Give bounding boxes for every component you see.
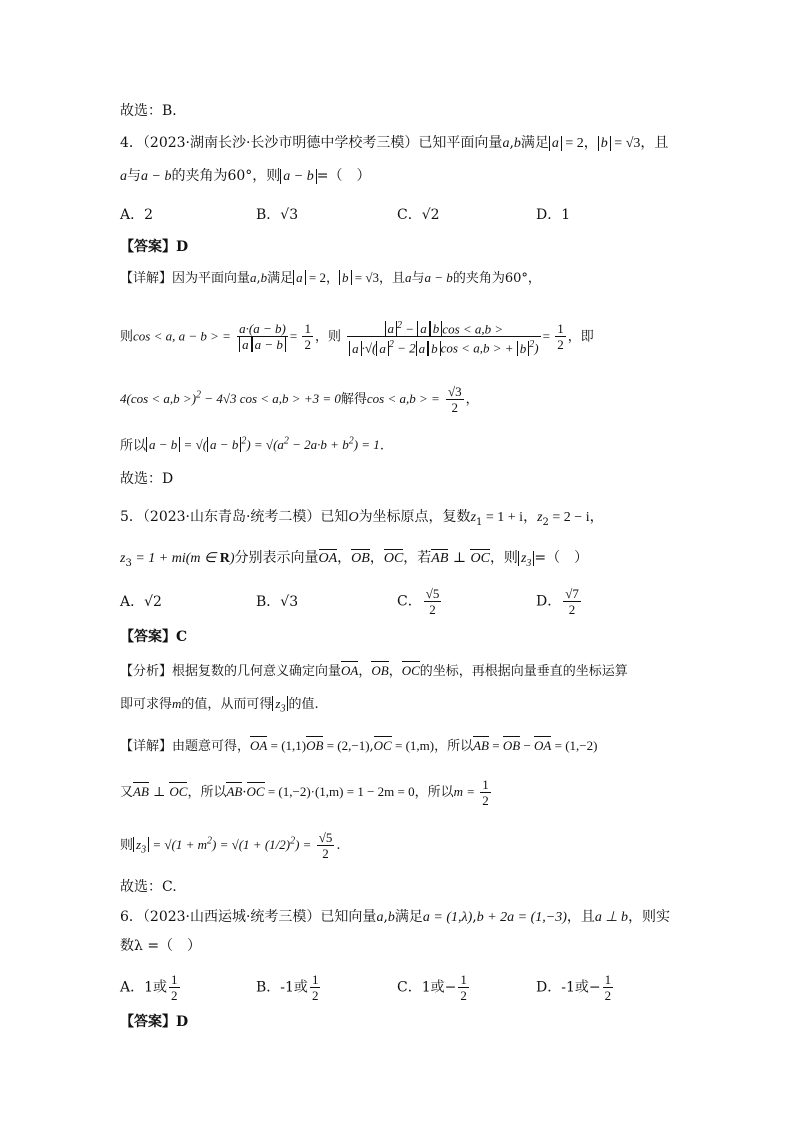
option-b: B．-1或 $\frac{1}{2}$: [256, 972, 319, 1003]
option-a: A．1或 $\frac{1}{2}$: [120, 972, 178, 1003]
question-4-stem-line2: a与a − b的夹角为60°，则 a − b =（ ）: [120, 168, 371, 184]
option-c: C．√2: [397, 207, 440, 223]
option-d: D．-1或− $\frac{1}{2}$: [536, 972, 612, 1003]
question-5-stem: 5．（2023·山东青岛·统考二模）已知O为坐标原点，复数$z_1 = 1 + i$，$z_2 = 2 - i$，: [120, 509, 604, 528]
option-d: D．1: [536, 207, 571, 223]
option-c: C．1或− $\frac{1}{2}$: [397, 972, 467, 1003]
question-4-stem: 4．（2023·湖南长沙·长沙市明德中学校考三模）已知平面向量a,b满足 a = 2， b = √3，且: [120, 135, 669, 151]
answer-label: 【答案】D: [120, 239, 189, 255]
detail-line: 【详解】因为平面向量a,b满足 a = 2， b = √3，且a与a − b的夹角为60°，: [120, 270, 541, 286]
option-a: A．√2: [120, 594, 162, 610]
option-a: A．2: [120, 207, 154, 223]
detail-line: 又AB ⊥ OC，所以AB·OC = (1,−2)·(1,m) = 1 − 2m = 0，所以m = $\frac{1}{2}$: [120, 777, 489, 808]
answer-label: 【答案】C: [120, 629, 188, 645]
equation-line: 所以 a − b = √( a − b $^2) = √(a^2 - 2a\cdot b + b^2) = 1$.: [120, 436, 384, 454]
equation-line: 4(cos < a,b >)$^2$ − 4√3 cos < a,b > +3 = 0解得cos < a,b > = $\frac{√3}{2}$ ，: [120, 384, 479, 415]
question-6-stem-line2: 数λ =（ ）: [120, 938, 202, 954]
answer-label: 【答案】D: [120, 1014, 189, 1030]
text-line: 故选：D: [120, 471, 174, 487]
analysis-line: 即可求得m的值，从而可得 $z_3$ 的值.: [120, 696, 319, 715]
detail-line: 【详解】由题意可得，OA = (1,1)OB = (2,−1),OC = (1,m)，所以AB = OB − OA = (1,−2): [120, 738, 598, 754]
option-b: B．√3: [256, 594, 299, 610]
question-6-stem: 6．（2023·山西运城·统考三模）已知向量a,b满足a = (1,λ),b + 2a = (1,−3)，且a ⊥ b，则实: [120, 909, 671, 925]
analysis-line: 【分析】根据复数的几何意义确定向量OA，OB，OC的坐标，再根据向量垂直的坐标运算: [120, 663, 628, 679]
detail-line: 则 $z_3 = √(1 + m^2) = √(1 + (1/2)^2)$ = $\frac{√5}{2}$ .: [120, 830, 341, 861]
option-c: C． $\frac{√5}{2}$: [397, 586, 440, 617]
equation-line: 则cos < a, a − b > = $\frac{a\cdot(a - b)}{\text{a a − b}}$ = $\frac{1}{2}$ ，则 $\frac{a ^2 - a b \cos < a,b >}{a \cdot√( a ^2 - 2 a b \cos < a,b > + b ^2)}$ = $\frac{1}{2}$ ，即: [120, 320, 594, 356]
question-5-stem-line2: $z_3 = 1 + mi(m$ ∈ R)分别表示向量OA，OB，OC，若AB ⊥ OC，则 $z_3$ =（ ）: [120, 550, 589, 569]
option-b: B．√3: [256, 207, 299, 223]
text-line: 故选：B．: [120, 103, 187, 119]
option-d: D． $\frac{√7}{2}$: [536, 586, 579, 617]
text-line: 故选：C.: [120, 879, 177, 895]
